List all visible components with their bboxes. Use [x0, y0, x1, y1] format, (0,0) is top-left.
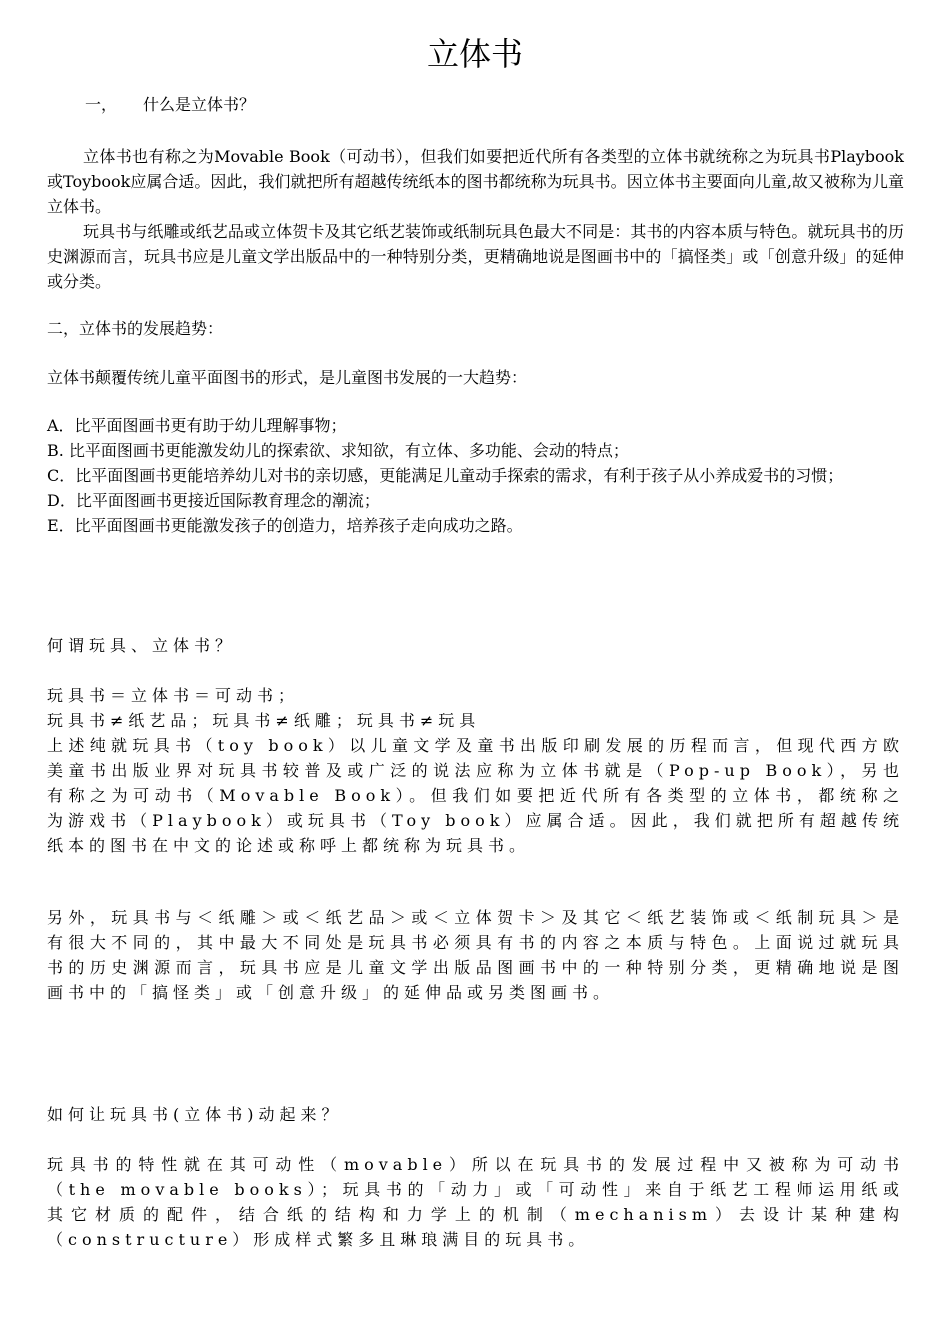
section2-heading: 二，立体书的发展趋势： [47, 319, 224, 338]
document-title: 立体书 [426, 35, 523, 73]
section3-paragraph-2 [47, 905, 904, 1005]
list-item: A．比平面图画书更有助于幼儿理解事物； [47, 416, 347, 435]
section4-paragraph: 玩具书的特性就在其可动性（movable）所以在玩具书的发展过程中又被称为可动书（the movable books）；玩具书的「动力」或「可动性」来自于纸艺工程师运用纸或其它材质的配件，结合纸的结构和力学上的机制（mechanism）去设计某种建构（constructure）形成样式繁多且琳琅满目的玩具书。 [47, 1155, 904, 1249]
inequation-line: 玩具书≠纸艺品；玩具书≠纸雕；玩具书≠玩具 [47, 711, 481, 730]
section4-question: 如何让玩具书(立体书)动起来？ [47, 1105, 343, 1124]
equation-line: 玩具书＝立体书＝可动书； [47, 686, 300, 705]
section1-paragraph: 立体书也有称之为Movable Book（可动书），但我们如要把近代所有各类型的立体书就统称之为玩具书Playbook 或Toybook应属合适。因此，我们就把所有超越传统纸本的图书都统称为玩具书。因立体书主要面向儿童,故又被称为儿童立体书。 [47, 147, 904, 216]
section1-body [47, 144, 904, 294]
section4-body [47, 1152, 904, 1252]
section3-question: 何谓玩具、立体书？ [47, 636, 237, 655]
section2-intro: 立体书颠覆传统儿童平面图书的形式，是儿童图书发展的一大趋势： [47, 368, 528, 387]
list-item: C．比平面图画书更能培养幼儿对书的亲切感，更能满足儿童动手探索的需求，有利于孩子从小养成爱书的习惯； [47, 466, 844, 485]
trend-list [47, 413, 904, 538]
section3-paragraph: 上述纯就玩具书（toy book）以儿童文学及童书出版印刷发展的历程而言，但现代西方欧美童书出版业界对玩具书较普及或广泛的说法应称为立体书就是（Pop-up Book），另也有称之为可动书（Movable Book）。但我们如要把近代所有各类型的立体书，都统称之为游戏书（Playbook）或玩具书（Toy book）应属合适。因此，我们就把所有超越传统纸本的图书在中文的论述或称呼上都统称为玩具书。 [47, 736, 904, 855]
section1-paragraph: 玩具书与纸雕或纸艺品或立体贺卡及其它纸艺装饰或纸制玩具色最大不同是：其书的内容本质与特色。就玩具书的历史渊源而言，玩具书应是儿童文学出版品中的一种特别分类，更精确地说是图画书中的「搞怪类」或「创意升级」的延伸或分类。 [47, 222, 904, 291]
section3-body [47, 683, 904, 858]
section1-heading-text: 什么是立体书？ [143, 95, 256, 114]
section3-paragraph: 另外，玩具书与＜纸雕＞或＜纸艺品＞或＜立体贺卡＞及其它＜纸艺装饰或＜纸制玩具＞是有很大不同的，其中最大不同处是玩具书必须具有书的内容之本质与特色。上面说过就玩具书的历史渊源而言，玩具书应是儿童文学出版品图画书中的一种特别分类，更精确地说是图画书中的「搞怪类」或「创意升级」的延伸品或另类图画书。 [47, 908, 904, 1002]
section1-number: 一， [85, 95, 118, 114]
section1-heading [85, 92, 942, 117]
list-item: E．比平面图画书更能激发孩子的创造力，培养孩子走向成功之路。 [47, 516, 523, 535]
list-item: B. 比平面图画书更能激发幼儿的探索欲、求知欲，有立体、多功能、会动的特点； [47, 441, 629, 460]
list-item: D．比平面图画书更接近国际教育理念的潮流； [47, 491, 380, 510]
